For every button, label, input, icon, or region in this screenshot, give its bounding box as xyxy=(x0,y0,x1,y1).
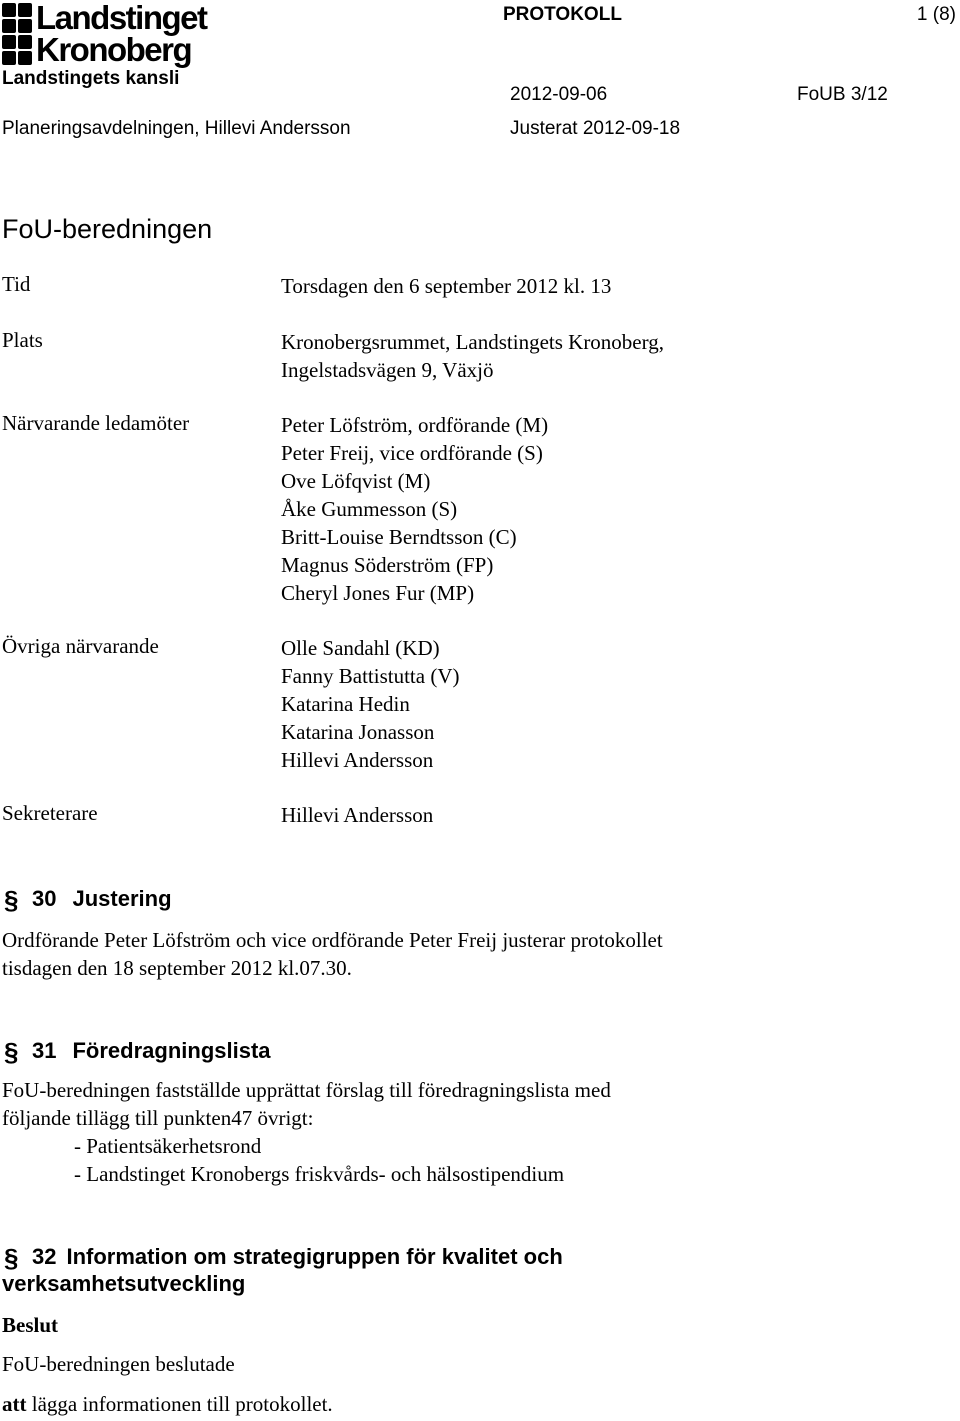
department: Landstingets kansli xyxy=(2,68,180,89)
author: Planeringsavdelningen, Hillevi Andersson xyxy=(2,118,351,139)
logo-row-2 xyxy=(2,31,192,68)
body-line: Ordförande Peter Löfström och vice ordförande Peter Freij justerar protokollet xyxy=(2,928,663,952)
members-label: Närvarande ledamöter xyxy=(2,411,190,435)
section-number: 31 xyxy=(32,1038,57,1063)
section-32-heading xyxy=(2,1242,563,1272)
decision-text xyxy=(2,1390,333,1418)
svg-text:§: § xyxy=(4,885,19,914)
adjusted-date: Justerat 2012-09-18 xyxy=(510,118,681,139)
members-list xyxy=(281,411,548,607)
section-30-heading xyxy=(2,884,172,914)
secretary-value: Hillevi Andersson xyxy=(281,803,434,827)
other-item: Fanny Battistutta (V) xyxy=(281,664,460,688)
doc-date: 2012-09-06 xyxy=(510,84,608,105)
decision-rest: lägga informationen till protokollet. xyxy=(26,1392,333,1416)
body-line: FoU-beredningen fastställde upprättat förslag till föredragningslista med xyxy=(2,1078,611,1102)
other-item: Katarina Jonasson xyxy=(281,720,435,744)
section-number: 30 xyxy=(32,886,57,911)
section-30-body xyxy=(2,926,663,982)
section-32-heading-cont: verksamhetsutveckling xyxy=(2,1271,246,1296)
section-31-body xyxy=(2,1076,611,1188)
decision-line: FoU-beredningen beslutade xyxy=(2,1352,235,1376)
logo-row-1 xyxy=(2,2,207,34)
place-value xyxy=(281,328,664,384)
time-label: Tid xyxy=(2,272,31,296)
paragraph-icon xyxy=(2,1242,24,1272)
place-line: Kronobergsrummet, Landstingets Kronoberg, xyxy=(281,330,664,354)
doc-type: PROTOKOLL xyxy=(503,4,622,25)
section-title: Föredragningslista xyxy=(72,1038,271,1063)
section-title: Justering xyxy=(72,886,172,911)
page-title: FoU-beredningen xyxy=(2,214,213,244)
paragraph-icon xyxy=(2,1036,24,1066)
member-item: Peter Löfström, ordförande (M) xyxy=(281,413,549,437)
member-item: Magnus Söderström (FP) xyxy=(281,553,494,577)
logo-mark-icon xyxy=(2,3,32,33)
secretary-label: Sekreterare xyxy=(2,801,98,825)
logo-mark-icon-2 xyxy=(2,35,32,65)
section-31-heading xyxy=(2,1036,271,1066)
doc-reference: FoUB 3/12 xyxy=(797,84,888,105)
section-title: Information om strategigruppen för kvalitet och xyxy=(66,1244,563,1269)
paragraph-icon xyxy=(2,884,24,914)
svg-text:§: § xyxy=(4,1243,19,1272)
other-item: Olle Sandahl (KD) xyxy=(281,636,440,660)
body-line: tisdagen den 18 september 2012 kl.07.30. xyxy=(2,956,352,980)
logo-text-2: Kronoberg xyxy=(36,31,192,68)
section-number: 32 xyxy=(32,1244,57,1269)
member-item: Cheryl Jones Fur (MP) xyxy=(281,581,475,605)
member-item: Peter Freij, vice ordförande (S) xyxy=(281,441,543,465)
list-item: - Landstinget Kronobergs friskvårds- och hälsostipendium xyxy=(74,1162,565,1186)
logo xyxy=(2,2,242,68)
member-item: Ove Löfqvist (M) xyxy=(281,469,431,493)
list-item: - Patientsäkerhetsrond xyxy=(74,1134,262,1158)
body-line: följande tillägg till punkten47 övrigt: xyxy=(2,1106,314,1130)
decision-att: att xyxy=(2,1392,27,1416)
time-value: Torsdagen den 6 september 2012 kl. 13 xyxy=(281,274,612,298)
svg-text:§: § xyxy=(4,1037,19,1066)
page-number: 1 (8) xyxy=(916,4,956,25)
other-item: Katarina Hedin xyxy=(281,692,410,716)
place-label: Plats xyxy=(2,328,43,352)
others-label: Övriga närvarande xyxy=(2,634,159,658)
member-item: Britt-Louise Berndtsson (C) xyxy=(281,525,517,549)
place-line: Ingelstadsvägen 9, Växjö xyxy=(281,358,494,382)
member-item: Åke Gummesson (S) xyxy=(281,497,458,521)
logo-text-1: Landstinget xyxy=(36,0,207,36)
decision-label: Beslut xyxy=(2,1313,59,1337)
others-list xyxy=(281,634,459,774)
other-item: Hillevi Andersson xyxy=(281,748,434,772)
